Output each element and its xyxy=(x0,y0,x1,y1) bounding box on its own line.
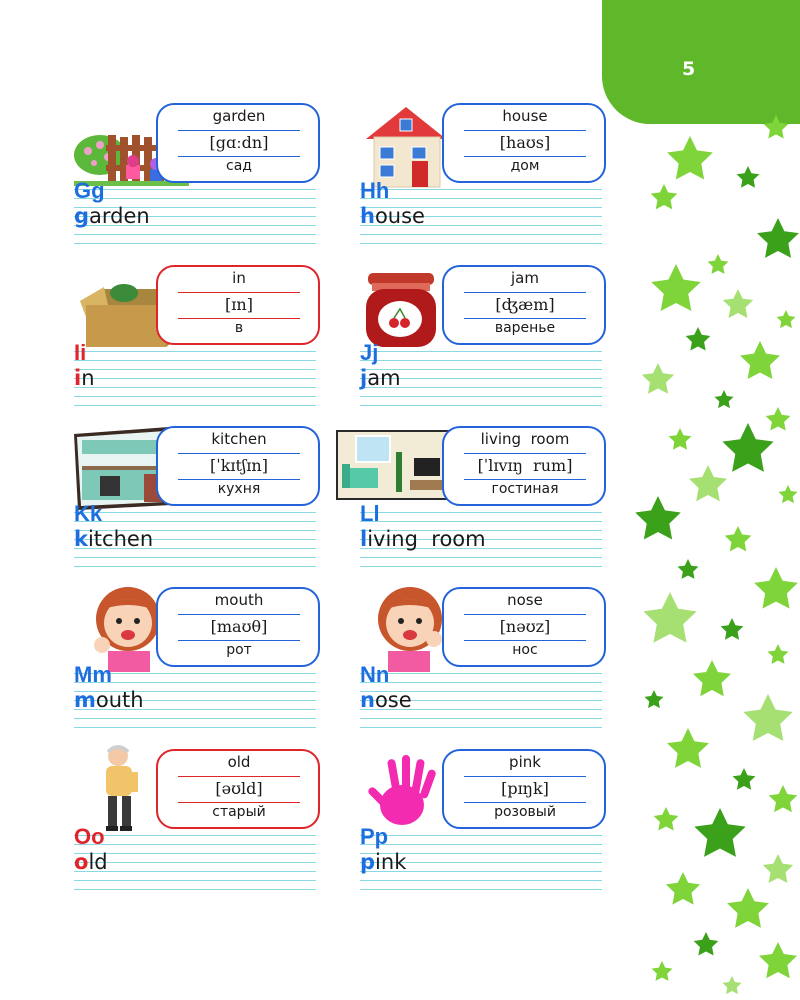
word-card xyxy=(156,587,320,667)
russian-translation: дом xyxy=(510,158,540,174)
letter-pair: Jj xyxy=(360,340,379,365)
transcription: [gɑːdn] xyxy=(209,133,269,152)
living-room-icon xyxy=(336,430,456,500)
word-card xyxy=(156,426,320,506)
letter-pair: Gg xyxy=(74,178,105,203)
word-card xyxy=(442,749,606,829)
practice-word: old xyxy=(74,850,108,874)
word-card xyxy=(442,265,606,345)
english-word: house xyxy=(502,107,548,125)
letter-pair: Mm xyxy=(74,662,112,687)
transcription: [ɪn] xyxy=(225,295,253,314)
russian-translation: розовый xyxy=(494,804,556,820)
practice-word: nose xyxy=(360,688,412,712)
word-card xyxy=(156,749,320,829)
letter-pair: Hh xyxy=(360,178,390,203)
vocab-entry-jam xyxy=(360,265,608,415)
transcription: [haʊs] xyxy=(499,133,551,152)
letter-pair: Ii xyxy=(74,340,87,365)
word-card xyxy=(156,103,320,183)
practice-word: jam xyxy=(360,366,401,390)
practice-word: pink xyxy=(360,850,407,874)
vocab-entry-mouth xyxy=(74,587,322,737)
page-number: 5 xyxy=(682,58,696,80)
russian-translation: старый xyxy=(212,804,266,820)
russian-translation: варенье xyxy=(494,320,556,336)
letter-pair: Pp xyxy=(360,824,389,849)
practice-word: in xyxy=(74,366,95,390)
english-word: old xyxy=(227,753,251,771)
practice-word: living room xyxy=(360,527,486,551)
english-word: garden xyxy=(212,107,266,125)
practice-word: house xyxy=(360,204,425,228)
vocab-entry-pink xyxy=(360,749,608,899)
russian-translation: в xyxy=(234,320,244,336)
transcription: [maʊθ] xyxy=(210,617,268,636)
vocab-entry-in xyxy=(74,265,322,415)
russian-translation: сад xyxy=(226,158,252,174)
transcription: [əʊld] xyxy=(215,779,263,798)
practice-word: garden xyxy=(74,204,150,228)
vocab-entry-old xyxy=(74,749,322,899)
english-word: mouth xyxy=(214,591,264,609)
letter-pair: Oo xyxy=(74,824,105,849)
letter-pair: Ll xyxy=(360,501,380,526)
vocab-entry-garden xyxy=(74,103,322,253)
russian-translation: кухня xyxy=(217,481,261,497)
star-decoration xyxy=(628,100,800,1000)
transcription: [ˈlɪvɪŋ rum] xyxy=(477,456,573,475)
russian-translation: нос xyxy=(512,642,538,658)
transcription: [nəʊz] xyxy=(499,617,551,636)
english-word: living room xyxy=(480,430,570,448)
word-card xyxy=(442,426,606,506)
russian-translation: рот xyxy=(226,642,252,658)
transcription: [pɪŋk] xyxy=(501,779,549,798)
russian-translation: гостиная xyxy=(491,481,559,497)
vocab-entry-living-room xyxy=(360,426,608,576)
practice-word: mouth xyxy=(74,688,144,712)
english-word: in xyxy=(232,269,246,287)
transcription: [ˈkɪtʃɪn] xyxy=(210,456,268,475)
vocab-entry-kitchen xyxy=(74,426,322,576)
english-word: kitchen xyxy=(211,430,267,448)
english-word: jam xyxy=(511,269,539,287)
english-word: pink xyxy=(509,753,541,771)
word-card xyxy=(442,587,606,667)
letter-pair: Kk xyxy=(74,501,103,526)
letter-pair: Nn xyxy=(360,662,390,687)
word-card xyxy=(156,265,320,345)
word-card xyxy=(442,103,606,183)
practice-word: kitchen xyxy=(74,527,154,551)
vocab-entry-nose xyxy=(360,587,608,737)
english-word: nose xyxy=(507,591,543,609)
transcription: [ʤæm] xyxy=(495,295,555,314)
vocab-entry-house xyxy=(360,103,608,253)
